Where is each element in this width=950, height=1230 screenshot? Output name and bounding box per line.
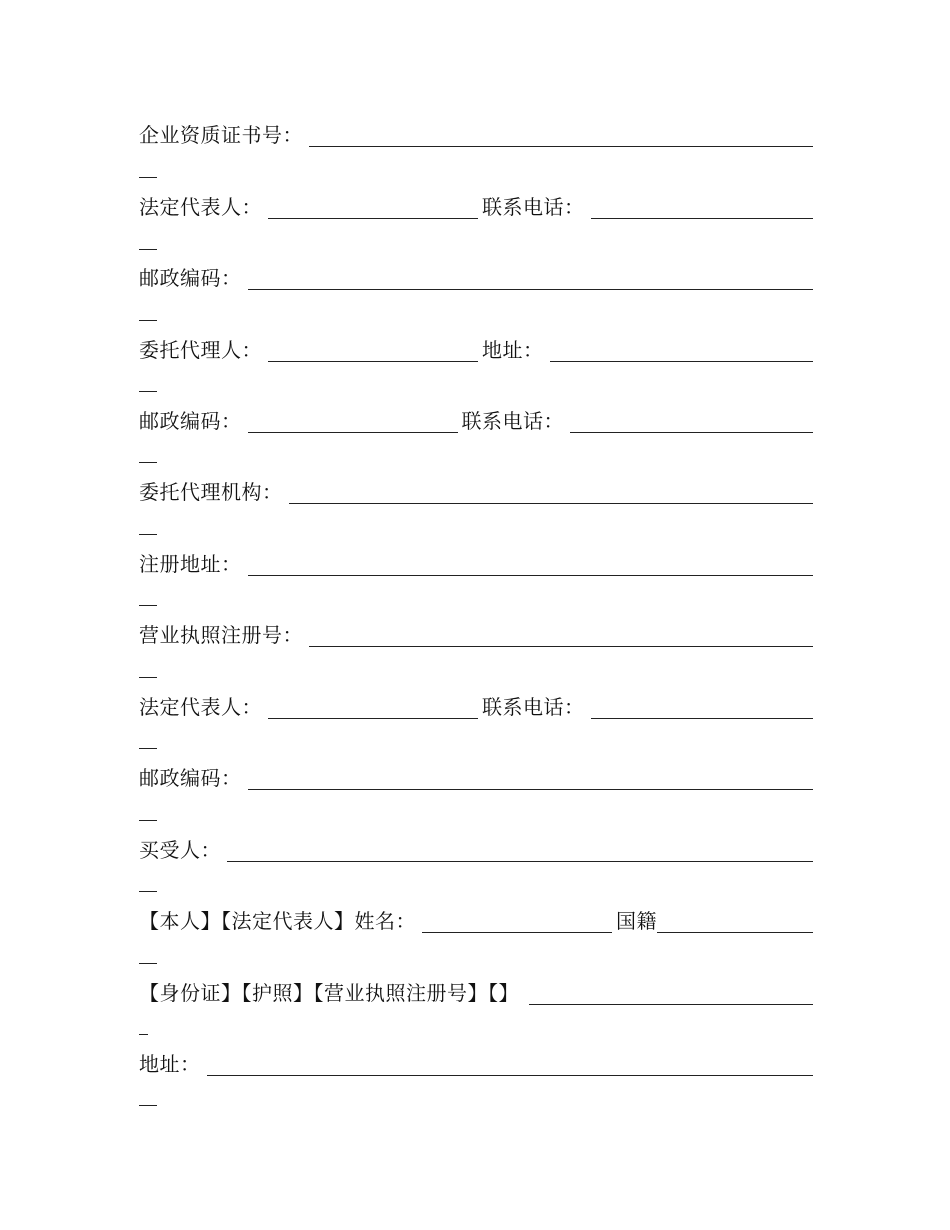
buyer-field[interactable] [227, 839, 813, 862]
agency-tail [139, 533, 157, 535]
phone-label-3: 联系电话： [482, 695, 585, 719]
address-row-2 [139, 1046, 813, 1076]
postal-label-3: 邮政编码： [139, 766, 242, 790]
buyer-tail [139, 890, 157, 892]
legal-rep-label-2: 法定代表人： [139, 695, 262, 719]
agent-field[interactable] [268, 339, 478, 362]
postal-field-1[interactable] [248, 267, 814, 290]
nationality-label: 国籍 [616, 909, 657, 933]
agent-label: 委托代理人： [139, 338, 262, 362]
reg-address-row [139, 546, 813, 576]
id-type-row [139, 975, 813, 1005]
phone-field-3[interactable] [591, 696, 814, 719]
nationality-field[interactable] [657, 910, 813, 933]
legal-rep-tail-1 [139, 248, 157, 250]
phone-field-1[interactable] [591, 196, 814, 219]
id-type-tail [139, 1033, 148, 1035]
postal-tail-3 [139, 819, 157, 821]
postal-label-1: 邮政编码： [139, 266, 242, 290]
agency-row [139, 474, 813, 504]
person-type-tail [139, 962, 157, 964]
legal-rep-label-1: 法定代表人： [139, 195, 262, 219]
name-field[interactable] [422, 910, 612, 933]
id-type-label: 【身份证】【护照】【营业执照注册号】【】 [139, 981, 519, 1005]
enterprise-cert-label: 企业资质证书号： [139, 123, 303, 147]
license-label: 营业执照注册号： [139, 623, 303, 647]
legal-rep-row-1 [139, 189, 813, 219]
postal-field-3[interactable] [248, 767, 814, 790]
address-label-1: 地址： [482, 338, 544, 362]
postal-field-2[interactable] [248, 410, 458, 433]
postal-row-1 [139, 260, 813, 290]
postal-row-2 [139, 403, 813, 433]
phone-label-2: 联系电话： [461, 409, 564, 433]
license-field[interactable] [309, 624, 813, 647]
postal-tail-1 [139, 319, 157, 321]
license-row [139, 617, 813, 647]
phone-label-1: 联系电话： [482, 195, 585, 219]
agency-field[interactable] [289, 481, 814, 504]
address-tail-2 [139, 1104, 157, 1106]
agent-row [139, 332, 813, 362]
legal-rep-field-1[interactable] [268, 196, 478, 219]
enterprise-cert-tail [139, 176, 157, 178]
postal-tail-2 [139, 461, 157, 463]
reg-address-tail [139, 604, 157, 606]
buyer-label: 买受人： [139, 838, 221, 862]
legal-rep-tail-2 [139, 747, 157, 749]
enterprise-cert-field[interactable] [309, 124, 813, 147]
person-type-row [139, 903, 813, 933]
agent-tail [139, 390, 157, 392]
license-tail [139, 676, 157, 678]
reg-address-field[interactable] [248, 553, 814, 576]
buyer-row [139, 832, 813, 862]
legal-rep-row-2 [139, 689, 813, 719]
id-number-field[interactable] [529, 982, 813, 1005]
address-field-1[interactable] [550, 339, 814, 362]
address-field-2[interactable] [207, 1053, 814, 1076]
legal-rep-field-2[interactable] [268, 696, 478, 719]
enterprise-cert-row [139, 117, 813, 147]
postal-row-3 [139, 760, 813, 790]
phone-field-2[interactable] [570, 410, 813, 433]
address-label-2: 地址： [139, 1052, 201, 1076]
postal-label-2: 邮政编码： [139, 409, 242, 433]
person-type-label: 【本人】【法定代表人】姓名： [139, 909, 416, 933]
reg-address-label: 注册地址： [139, 552, 242, 576]
agency-label: 委托代理机构： [139, 480, 283, 504]
